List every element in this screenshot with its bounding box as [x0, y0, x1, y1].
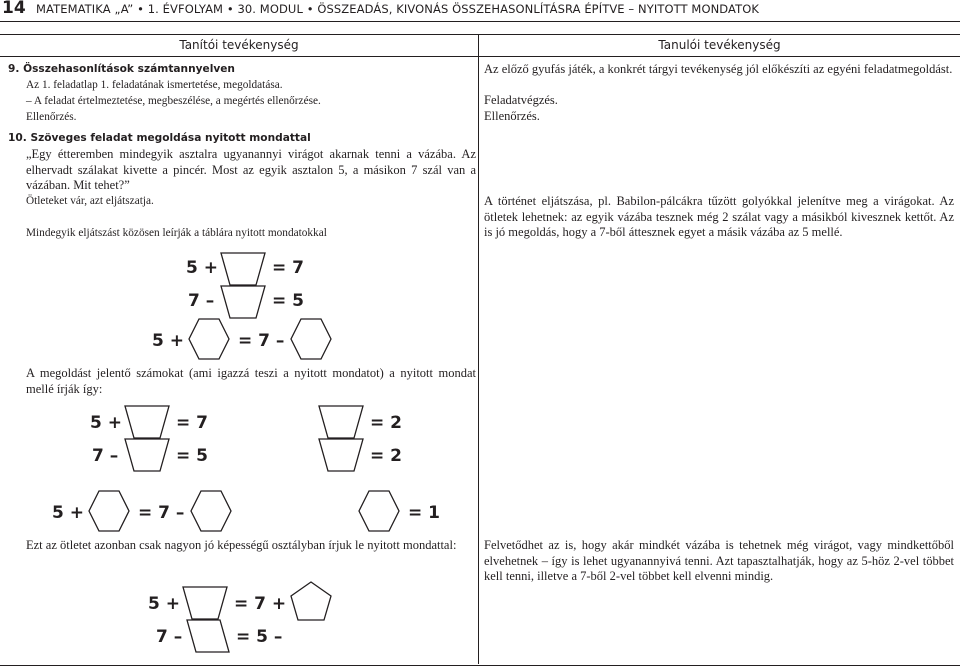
- running-title: MATEMATIKA „A” • 1. ÉVFOLYAM • 30. MODUL • ÖSSZEADÁS, KIVONÁS ÖSSZEHASONLÍTÁSRA ÉPÍTVE – NYITOTT MONDATOK: [36, 2, 760, 16]
- equation-5-left: 7 –: [92, 446, 119, 466]
- hexagon-icon: [290, 318, 332, 360]
- section-9-line-2: – A feladat értelmeztetése, megbeszélése, a megértés ellenőrzése.: [26, 95, 321, 107]
- header-row-rule: [0, 56, 960, 57]
- student-paragraph-1: Az előző gyufás játék, a konkrét tárgyi tevékenység jól előkészíti az egyéni feladatmegoldást.: [484, 62, 953, 76]
- trapezoid-icon: [124, 405, 170, 439]
- pentagon-icon: [290, 581, 332, 621]
- trapezoid-icon: [124, 438, 170, 472]
- section-10-ideas: Ötleteket vár, azt eljátszatja.: [26, 195, 154, 207]
- equation-4-left: 5 +: [90, 413, 122, 433]
- equation-1-left: 5 +: [186, 258, 218, 278]
- page-number: 14: [2, 0, 26, 18]
- equation-7-middle: = 7 +: [234, 594, 287, 614]
- equation-6-middle: = 7 –: [138, 503, 185, 523]
- section-9-title: 9. Összehasonlítások számtannyelven: [8, 63, 235, 75]
- hexagon-icon: [188, 318, 230, 360]
- equation-6-answer: = 1: [408, 503, 440, 523]
- equation-4-middle: = 7: [176, 413, 208, 433]
- equation-6-left: 5 +: [52, 503, 84, 523]
- section-9-line-1: Az 1. feladatlap 1. feladatának ismertetése, megoldatása.: [26, 79, 283, 91]
- trapezoid-icon: [318, 405, 364, 439]
- solution-intro: A megoldást jelentő számokat (ami igazzá teszi a nyitott mondatot) a nyitott mondat mellé írják így:: [26, 366, 476, 396]
- section-10-title: 10. Szöveges feladat megoldása nyitott mondattal: [8, 132, 311, 144]
- parallelogram-icon: [186, 619, 230, 653]
- trapezoid-icon: [318, 438, 364, 472]
- header-rule: [0, 21, 960, 22]
- equation-7-left: 5 +: [148, 594, 180, 614]
- equation-3-left: 5 +: [152, 331, 184, 351]
- equation-8-middle: = 5 –: [236, 627, 283, 647]
- section-10-story: „Egy étteremben mindegyik asztalra ugyanannyi virágot akarnak tenni a vázába. Az elhervadt szálakat kivette a pincér. Most az egyik asztalon 5, a másikon 7 szál van a vázában. Mit tehet?”: [26, 147, 476, 192]
- column-divider: [478, 34, 479, 664]
- student-paragraph-5: Felvetődhet az is, hogy akár mindkét vázába is tehetnek még virágot, vagy mindkettőből elvehetnek – így is lehet ugyanannyivá tenni. Azt tapasztalhatják, hogy az 5-höz 2-vel többet kell tenni, illetve a 7-ből 2-vel többet kell elvenni mindig.: [484, 538, 954, 583]
- equation-2-left: 7 –: [188, 291, 215, 311]
- equation-3-right: = 7 –: [238, 331, 285, 351]
- running-header: [0, 0, 960, 22]
- student-paragraph-2: Feladatvégzés.: [484, 93, 558, 107]
- trapezoid-icon: [182, 586, 228, 620]
- hexagon-icon: [358, 490, 400, 532]
- section-10-record: Mindegyik eljátszást közösen leírják a táblára nyitott mondatokkal: [26, 227, 327, 239]
- equation-2-right: = 5: [272, 291, 304, 311]
- hexagon-icon: [88, 490, 130, 532]
- equation-5-middle: = 5: [176, 446, 208, 466]
- trapezoid-icon: [220, 252, 266, 286]
- student-column-heading: Tanulói tevékenység: [658, 38, 781, 52]
- equation-8-left: 7 –: [156, 627, 183, 647]
- hexagon-icon: [190, 490, 232, 532]
- trapezoid-icon: [220, 285, 266, 319]
- teacher-column-heading: Tanítói tevékenység: [179, 38, 299, 52]
- equation-1-right: = 7: [272, 258, 304, 278]
- student-paragraph-4: A történet eljátszása, pl. Babilon-pálcákra tűzött golyókkal jelenítve meg a virágokat. Az ötletek lehetnek: az egyik vázába tesznek még 2 szálat vagy a másikból kivesznek kettőt. Az is jó megoldás, hogy a 7-ből áttesznek egyet a másik vázába az 5 mellé.: [484, 194, 954, 239]
- student-paragraph-3: Ellenőrzés.: [484, 109, 540, 123]
- section-9-line-3: Ellenőrzés.: [26, 111, 77, 123]
- equation-5-answer: = 2: [370, 446, 402, 466]
- advanced-note: Ezt az ötletet azonban csak nagyon jó képességű osztályban írjuk le nyitott mondattal:: [26, 538, 457, 552]
- equation-4-answer: = 2: [370, 413, 402, 433]
